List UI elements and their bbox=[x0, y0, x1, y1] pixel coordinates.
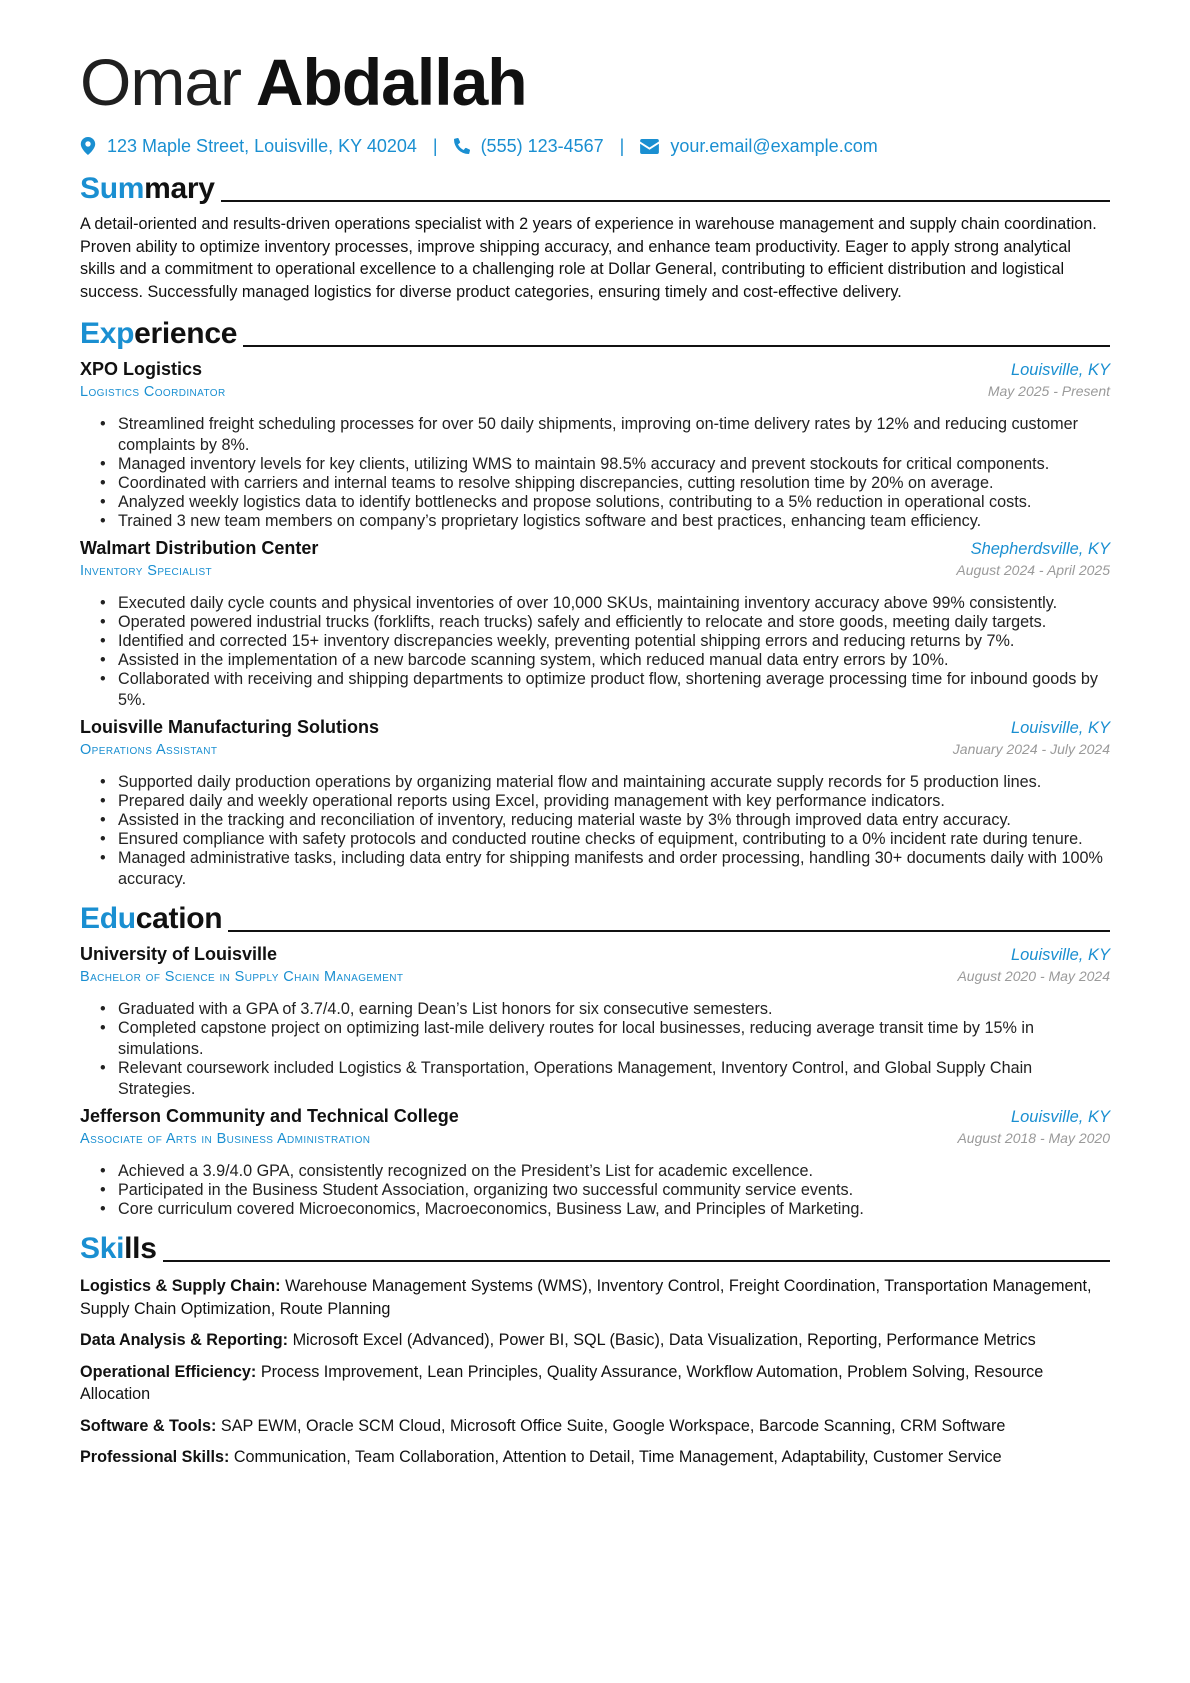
degree-title: Associate of Arts in Business Administration bbox=[80, 1131, 371, 1147]
address-text: 123 Maple Street, Louisville, KY 40204 bbox=[107, 135, 417, 156]
bullet-item: • Executed daily cycle counts and physical inventories of over 10,000 SKUs, maintaining inventory accuracy above 99% consistently. bbox=[100, 593, 1110, 614]
job-title: Logistics Coordinator bbox=[80, 384, 226, 400]
skill-label: Logistics & Supply Chain: bbox=[80, 1277, 281, 1295]
phone-item[interactable] bbox=[454, 136, 604, 157]
skill-label: Data Analysis & Reporting: bbox=[80, 1331, 289, 1349]
entry-dates: January 2024 - July 2024 bbox=[952, 741, 1110, 757]
entry-dates: May 2025 - Present bbox=[987, 383, 1110, 399]
experience-entry bbox=[80, 717, 1110, 890]
section-rule bbox=[228, 930, 1110, 932]
entry-location: Louisville, KY bbox=[1010, 1108, 1110, 1126]
job-title: Operations Assistant bbox=[80, 742, 218, 758]
skills-section bbox=[80, 1230, 1110, 1469]
bullet-item: • Assisted in the tracking and reconciliation of inventory, reducing material waste by 3% through improved data entry accuracy. bbox=[100, 810, 1110, 831]
education-section bbox=[80, 900, 1110, 1220]
phone-text: (555) 123-4567 bbox=[480, 135, 604, 156]
section-rule bbox=[163, 1260, 1110, 1262]
skill-label: Operational Efficiency: bbox=[80, 1362, 257, 1381]
contact-separator: | bbox=[619, 135, 625, 156]
bullet-item: • Identified and corrected 15+ inventory discrepancies weekly, preventing potential shipping errors and reducing returns by 7%. bbox=[100, 631, 1110, 652]
bullet-item: • Graduated with a GPA of 3.7/4.0, earning Dean’s List honors for six consecutive semesters. bbox=[100, 999, 1110, 1020]
section-title: Education bbox=[80, 902, 223, 935]
bullet-item: • Supported daily production operations by organizing material flow and maintaining accurate supply records for 5 production lines. bbox=[100, 772, 1110, 793]
bullet-item: • Assisted in the implementation of a new barcode scanning system, which reduced manual data entry errors by 10%. bbox=[100, 650, 1110, 671]
bullet-list bbox=[80, 414, 1110, 532]
education-entry bbox=[80, 944, 1110, 1100]
bullet-item: • Completed capstone project on optimizing last-mile delivery routes for local businesses, reducing average transit time by 15% in simulations. bbox=[100, 1018, 1110, 1060]
contact-line bbox=[80, 134, 1110, 158]
school-name: Jefferson Community and Technical College bbox=[80, 1106, 459, 1126]
bullet-item: • Ensured compliance with safety protocols and conducted routine checks of equipment, contributing to a 0% incident rate during tenure. bbox=[100, 829, 1110, 850]
bullet-list bbox=[80, 593, 1110, 711]
last-name: Abdallah bbox=[255, 45, 527, 119]
map-marker-icon bbox=[80, 137, 96, 155]
bullet-item: • Trained 3 new team members on company’s proprietary logistics software and best practices, enhancing team efficiency. bbox=[100, 511, 1110, 532]
bullet-item: • Streamlined freight scheduling processes for over 50 daily shipments, improving on-time delivery rates by 12% and reducing customer complaints by 8%. bbox=[100, 414, 1110, 456]
first-name: Omar bbox=[80, 45, 241, 119]
entry-location: Shepherdsville, KY bbox=[970, 540, 1110, 558]
skill-value: Microsoft Excel (Advanced), Power BI, SQL (Basic), Data Visualization, Reporting, Performance Metrics bbox=[292, 1331, 1036, 1349]
bullet-item: • Collaborated with receiving and shipping departments to optimize product flow, shortening average processing time for inbound goods by 5%. bbox=[100, 669, 1110, 711]
job-title: Inventory Specialist bbox=[80, 563, 213, 579]
summary-section bbox=[80, 170, 1110, 303]
skill-value: SAP EWM, Oracle SCM Cloud, Microsoft Office Suite, Google Workspace, Barcode Scanning, CRM Software bbox=[220, 1416, 1006, 1435]
skill-value: Communication, Team Collaboration, Attention to Detail, Time Management, Adaptability, Customer Service bbox=[233, 1448, 1002, 1466]
bullet-item: • Coordinated with carriers and internal teams to resolve shipping discrepancies, cutting resolution time by 20% on average. bbox=[100, 473, 1110, 494]
contact-separator: | bbox=[432, 135, 438, 156]
phone-icon bbox=[454, 137, 470, 155]
envelope-icon bbox=[640, 139, 659, 154]
degree-title: Bachelor of Science in Supply Chain Management bbox=[80, 969, 404, 985]
bullet-item: • Managed inventory levels for key clients, utilizing WMS to maintain 98.5% accuracy and prevent stockouts for critical components. bbox=[100, 454, 1110, 475]
employer-name: Louisville Manufacturing Solutions bbox=[80, 717, 380, 737]
entry-dates: August 2024 - April 2025 bbox=[956, 562, 1110, 578]
candidate-name bbox=[80, 42, 1110, 122]
entry-location: Louisville, KY bbox=[1010, 361, 1110, 379]
entry-location: Louisville, KY bbox=[1010, 719, 1110, 737]
bullet-item: • Analyzed weekly logistics data to identify bottlenecks and propose solutions, contributing to a 5% reduction in operational costs. bbox=[100, 492, 1110, 513]
section-title: Summary bbox=[80, 172, 215, 205]
bullet-item: • Managed administrative tasks, including data entry for shipping manifests and order processing, handling 30+ documents daily with 100% accuracy. bbox=[100, 848, 1110, 890]
entry-dates: August 2020 - May 2024 bbox=[957, 968, 1110, 984]
education-entry bbox=[80, 1106, 1110, 1220]
section-title: Skills bbox=[80, 1232, 157, 1265]
skill-label: Software & Tools: bbox=[80, 1416, 217, 1435]
address-item bbox=[80, 136, 417, 157]
section-header bbox=[80, 1230, 1110, 1266]
skill-row bbox=[80, 1446, 1110, 1469]
skill-row bbox=[80, 1275, 1110, 1320]
experience-entry bbox=[80, 538, 1110, 711]
entry-location: Louisville, KY bbox=[1010, 946, 1110, 964]
bullet-item: • Core curriculum covered Microeconomics, Macroeconomics, Business Law, and Principles of Marketing. bbox=[100, 1199, 1110, 1220]
skill-value: Warehouse Management Systems (WMS), Inventory Control, Freight Coordination, Transportation Management, Supply Chain Optimization, Route Planning bbox=[80, 1277, 1092, 1318]
experience-section bbox=[80, 315, 1110, 890]
bullet-item: • Achieved a 3.9/4.0 GPA, consistently recognized on the President’s List for academic excellence. bbox=[100, 1161, 1110, 1182]
skill-row bbox=[80, 1329, 1110, 1352]
email-text: your.email@example.com bbox=[670, 135, 878, 156]
bullet-list bbox=[80, 1161, 1110, 1220]
employer-name: Walmart Distribution Center bbox=[80, 538, 319, 558]
bullet-list bbox=[80, 999, 1110, 1100]
summary-text: A detail-oriented and results-driven operations specialist with 2 years of experience in warehouse management and supply chain coordination. Proven ability to optimize inventory processes, improve shipping accuracy, and enhance team productivity. Eager to apply strong analytical skills and a commitment to operational excellence to a challenging role at Dollar General, contributing to efficient distribution and logistical success. Successfully managed logistics for diverse product categories, ensuring timely and cost-effective delivery. bbox=[80, 215, 1097, 301]
section-title: Experience bbox=[80, 317, 238, 350]
experience-entry bbox=[80, 359, 1110, 532]
section-header bbox=[80, 900, 1110, 936]
email-item[interactable] bbox=[640, 136, 877, 157]
skill-value: Process Improvement, Lean Principles, Quality Assurance, Workflow Automation, Problem Solving, Resource Allocation bbox=[80, 1362, 1044, 1403]
skill-label: Professional Skills: bbox=[80, 1448, 230, 1466]
section-header bbox=[80, 315, 1110, 351]
bullet-item: • Participated in the Business Student Association, organizing two successful community service events. bbox=[100, 1180, 1110, 1201]
school-name: University of Louisville bbox=[80, 944, 278, 964]
bullet-item: • Relevant coursework included Logistics & Transportation, Operations Management, Inventory Control, and Global Supply Chain Strategies. bbox=[100, 1058, 1110, 1100]
bullet-item: • Prepared daily and weekly operational reports using Excel, providing management with key performance indicators. bbox=[100, 791, 1110, 812]
bullet-list bbox=[80, 772, 1110, 890]
employer-name: XPO Logistics bbox=[80, 359, 203, 379]
entry-dates: August 2018 - May 2020 bbox=[957, 1130, 1110, 1146]
skill-row bbox=[80, 1415, 1110, 1438]
section-rule bbox=[243, 345, 1110, 347]
skill-row bbox=[80, 1361, 1110, 1406]
section-header bbox=[80, 170, 1110, 206]
section-rule bbox=[221, 200, 1110, 202]
bullet-item: • Operated powered industrial trucks (forklifts, reach trucks) safely and efficiently to relocate and store goods, meeting daily targets. bbox=[100, 612, 1110, 633]
